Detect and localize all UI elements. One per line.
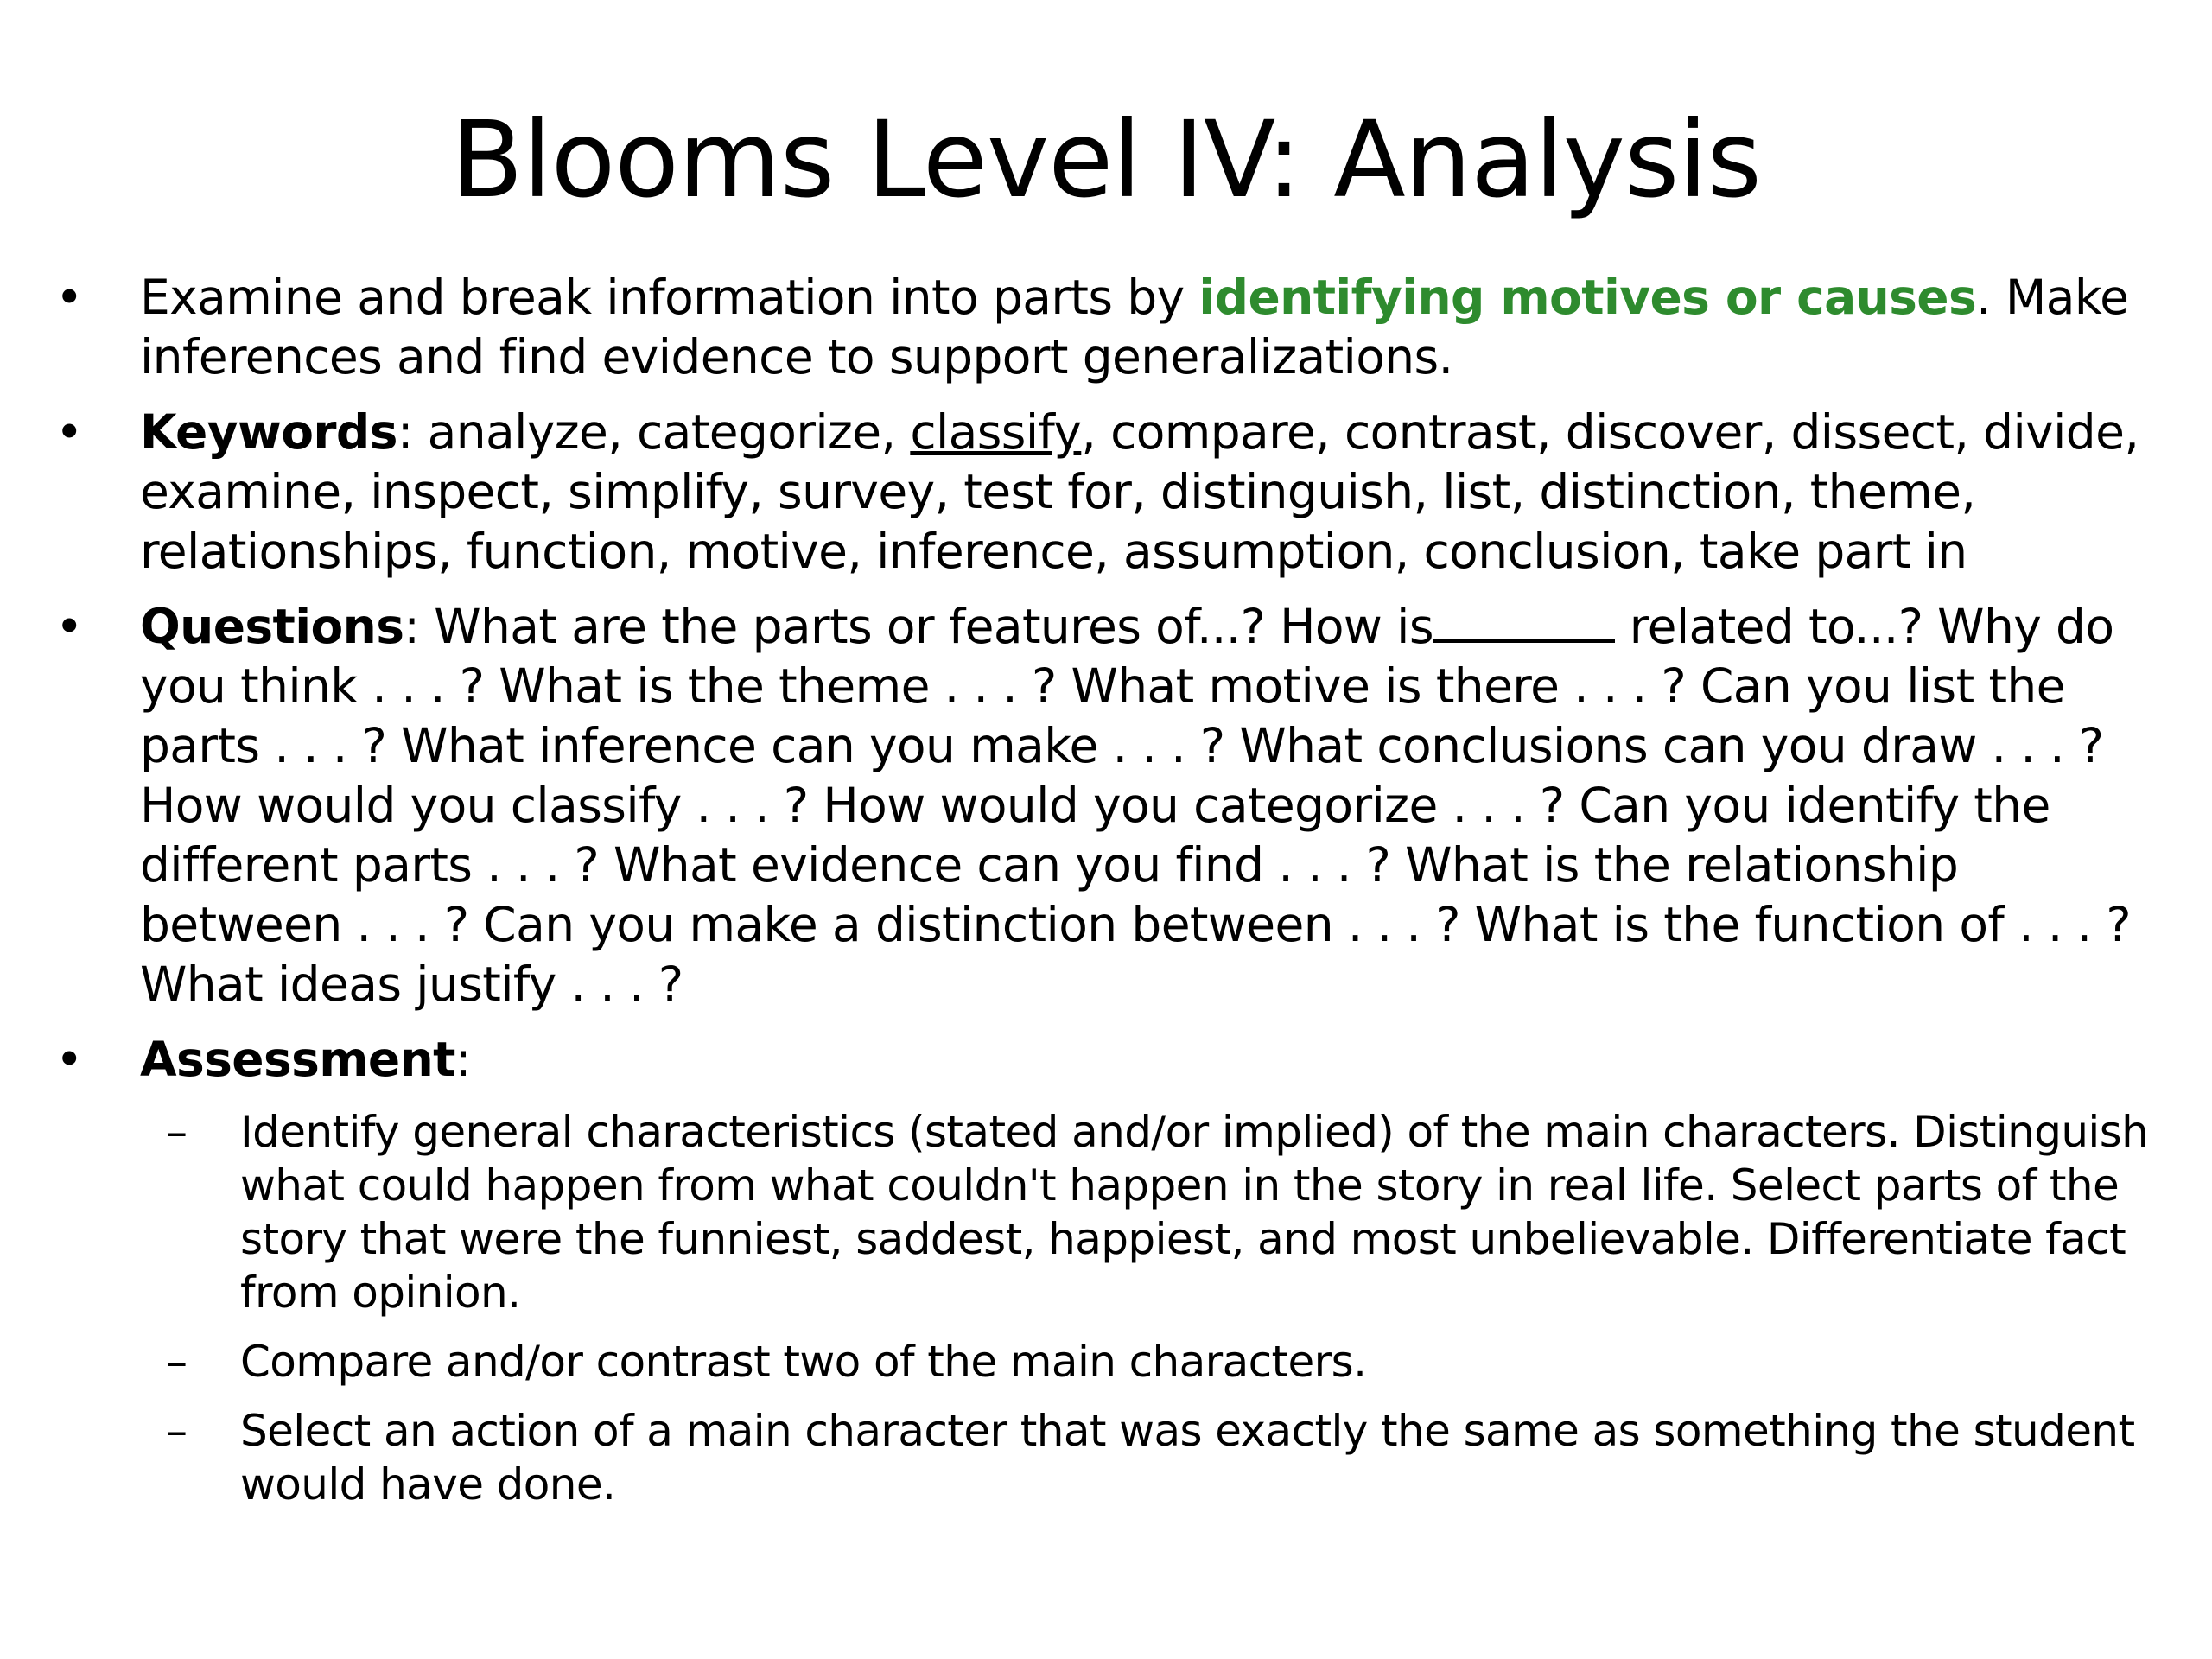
keywords-text-b: , compare, contrast, discover, dissect, divide, examine, inspect, simplify, survey, test for, distinguish, list, distinction, theme, relationships, function, motive, inference, assumption, conclusion, take part in bbox=[140, 404, 2139, 579]
fill-in-blank bbox=[1433, 600, 1615, 643]
bullet-questions bbox=[52, 597, 2160, 1014]
keywords-colon: : bbox=[397, 404, 428, 460]
assessment-item bbox=[52, 1335, 2160, 1389]
questions-text-b: related to...? Why do you think . . . ? What is the theme . . . ? What motive is there . . . ? Can you list the parts . . . ? What inference can you make . . . ? What conclusions can you draw . . . ? How would you classify . . . ? How would you categorize . . . ? Can you identify the different parts . . . ? What evidence can you find . . . ? What is the relationship between . . . ? Can you make a distinction between . . . ? What is the function of . . . ? What ideas justify . . . ? bbox=[140, 599, 2131, 1012]
bullet-assessment bbox=[52, 1030, 2160, 1090]
definition-text-a: Examine and break information into parts by bbox=[140, 270, 1199, 325]
keywords-text-a: analyze, categorize, bbox=[427, 404, 911, 460]
assessment-colon: : bbox=[454, 1032, 471, 1087]
bullet-definition bbox=[52, 268, 2160, 387]
bullet-dot: • bbox=[55, 599, 83, 654]
slide-content bbox=[52, 268, 2160, 1527]
sub-bullet-dash: – bbox=[166, 1406, 188, 1456]
questions-colon: : bbox=[404, 599, 435, 654]
keywords-label: Keywords bbox=[140, 404, 397, 460]
questions-text-a: What are the parts or features of...? How is bbox=[434, 599, 1433, 654]
definition-text-b: . Make inferences and find evidence to support generalizations. bbox=[140, 270, 2129, 385]
sub-bullet-dash: – bbox=[166, 1337, 188, 1387]
assessment-label: Assessment bbox=[140, 1032, 455, 1087]
bullet-dot: • bbox=[55, 1032, 83, 1087]
sub-bullet-dash: – bbox=[166, 1107, 188, 1157]
assessment-item-text: Compare and/or contrast two of the main characters. bbox=[240, 1337, 1367, 1387]
bullet-dot: • bbox=[55, 404, 83, 460]
assessment-item bbox=[52, 1404, 2160, 1511]
slide-title: Blooms Level IV: Analysis bbox=[451, 99, 1761, 221]
definition-highlight: identifying motives or causes bbox=[1198, 270, 1977, 325]
bullet-keywords bbox=[52, 403, 2160, 582]
assessment-item bbox=[52, 1105, 2160, 1319]
assessment-item-text: Select an action of a main character that was exactly the same as something the student would have done. bbox=[240, 1406, 2135, 1510]
keywords-underlined: classify bbox=[910, 404, 1082, 460]
bullet-dot: • bbox=[55, 270, 83, 325]
assessment-item-text: Identify general characteristics (stated and/or implied) of the main characters. Distinguish what could happen from what couldn't happen in the story in real life. Select parts of the story that were the funniest, saddest, happiest, and most unbelievable. Differentiate fact from opinion. bbox=[240, 1107, 2149, 1318]
questions-label: Questions bbox=[140, 599, 404, 654]
